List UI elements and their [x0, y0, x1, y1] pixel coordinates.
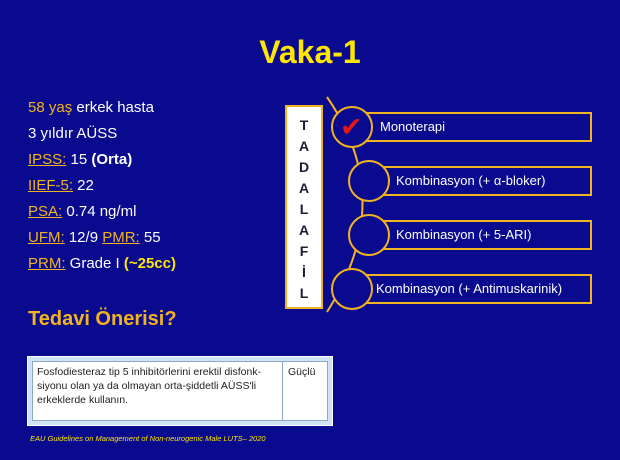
citation: EAU Guidelines on Management of Non-neurogenic Male LUTS– 2020 [30, 434, 266, 443]
pmr-value: 55 [139, 229, 161, 246]
recommendation-line: siyonu olan ya da olmayan orta-şiddetli AÜSS'li [37, 380, 257, 392]
iief-value: 22 [73, 177, 94, 194]
drug-letter: F [299, 243, 309, 259]
check-icon: ✔ [340, 112, 363, 142]
iief-label: IIEF-5: [28, 177, 74, 194]
option-kombinasyon-antimuskarinik [352, 274, 592, 304]
option-label: Kombinasyon (+ α-bloker) [396, 173, 546, 188]
psa-value: 0.74 ng/ml [62, 203, 137, 220]
prm-label: PRM: [28, 255, 66, 272]
pmr-label: PMR: [102, 229, 140, 246]
slide-title: Vaka-1 [259, 34, 361, 70]
treatment-question: Tedavi Önerisi? [28, 308, 177, 330]
age-rest: erkek hasta [72, 99, 154, 116]
prm-value: Grade I [65, 255, 124, 272]
prm-volume: (~25cc) [123, 255, 176, 272]
option-label: Monoterapi [380, 119, 446, 134]
option-label: Kombinasyon (+ Antimuskarinik) [376, 281, 563, 296]
guideline-table [27, 356, 333, 426]
drug-letter: L [299, 285, 309, 301]
option-circle [331, 268, 373, 310]
age-label: 58 yaş [28, 99, 73, 116]
guideline-row [32, 361, 328, 421]
option-circle [348, 214, 390, 256]
psa-label: PSA: [28, 203, 63, 220]
recommendation-line: erkeklerde kullanın. [37, 394, 129, 406]
drug-letter: D [298, 159, 310, 175]
fact-duration: 3 yıldır AÜSS [28, 125, 118, 142]
drug-letter: T [299, 117, 309, 133]
ipss-label: IPSS: [28, 151, 67, 168]
option-circle [348, 160, 390, 202]
option-label: Kombinasyon (+ 5-ARI) [396, 227, 532, 242]
recommendation-line: Fosfodiesteraz tip 5 inhibitörlerini erektil disfonk- [37, 366, 262, 378]
ufm-label: UFM: [28, 229, 65, 246]
drug-letter: L [299, 201, 309, 217]
drug-name-vertical [285, 105, 323, 309]
recommendation-cell [33, 362, 283, 420]
ufm-value: 12/9 [64, 229, 103, 246]
ipss-grade: (Orta) [91, 151, 133, 168]
drug-letter: A [298, 180, 310, 196]
drug-letter: İ [302, 264, 306, 280]
option-kombinasyon-5-ari [372, 220, 592, 250]
drug-letter: A [298, 138, 310, 154]
option-circle [331, 106, 373, 148]
strength-cell: Güçlü [288, 366, 316, 378]
option-kombinasyon-alfa-bloker [372, 166, 592, 196]
drug-letter: A [298, 222, 310, 238]
ipss-value: 15 [66, 151, 92, 168]
option-monoterapi [352, 112, 592, 142]
